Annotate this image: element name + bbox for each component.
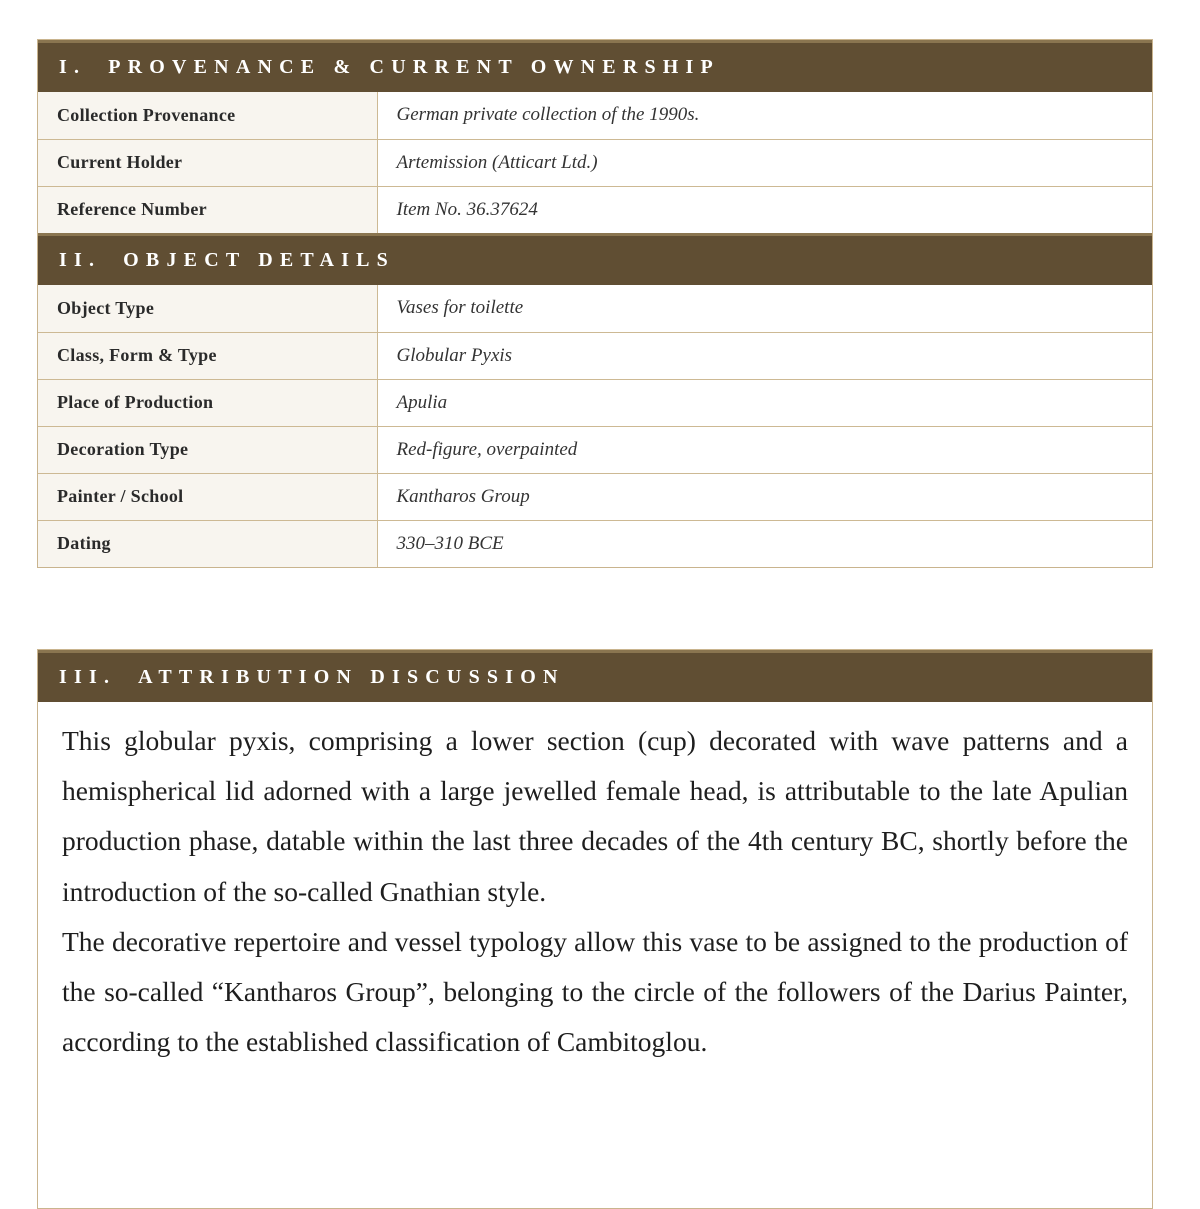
section-header-object-details	[38, 233, 1152, 285]
section-header-attribution	[38, 650, 1152, 702]
object-details-table	[38, 285, 1152, 567]
row-label: Painter / School	[38, 473, 377, 520]
row-value: Globular Pyxis	[377, 332, 1152, 379]
table-row	[38, 186, 1152, 233]
row-value: Artemission (Atticart Ltd.)	[377, 139, 1152, 186]
row-label: Place of Production	[38, 379, 377, 426]
section-title: ATTRIBUTION DISCUSSION	[138, 666, 565, 688]
section-number: II.	[59, 249, 102, 271]
table-row	[38, 426, 1152, 473]
table-row	[38, 379, 1152, 426]
section-header-provenance	[38, 40, 1152, 92]
row-value: Vases for toilette	[377, 285, 1152, 332]
row-label: Current Holder	[38, 139, 377, 186]
paragraph: This globular pyxis, comprising a lower section (cup) decorated with wave patterns and a hemispherical lid adorned with a large jewelled female head, is attributable to the late Apulian production phase, datable within the last three decades of the 4th century BC, shortly before the introduction of the so-called Gnathian style.	[62, 725, 1128, 907]
table-row	[38, 139, 1152, 186]
provenance-table	[38, 92, 1152, 233]
table-row	[38, 285, 1152, 332]
table-row	[38, 520, 1152, 567]
details-card	[37, 39, 1153, 568]
row-value: Apulia	[377, 379, 1152, 426]
row-value: Item No. 36.37624	[396, 198, 538, 220]
row-label: Reference Number	[38, 186, 377, 233]
row-value: German private collection of the 1990s.	[377, 92, 1152, 139]
section-title: PROVENANCE & CURRENT OWNERSHIP	[108, 56, 720, 78]
row-value: 330–310 BCE	[396, 532, 504, 554]
section-title: OBJECT DETAILS	[123, 249, 395, 271]
table-row	[38, 332, 1152, 379]
row-value: Kantharos Group	[377, 473, 1152, 520]
attribution-card	[37, 649, 1153, 1209]
paragraph: The decorative repertoire and vessel typology allow this vase to be assigned to the production of the so-called “Kantharos Group”, belonging to the circle of the followers of the Darius Painter, according to the established classification of Cambitoglou.	[62, 925, 1128, 1058]
row-label: Decoration Type	[38, 426, 377, 473]
row-value: Red-figure, overpainted	[377, 426, 1152, 473]
section-number: I.	[59, 56, 87, 78]
table-row	[38, 92, 1152, 139]
row-label: Collection Provenance	[38, 92, 377, 139]
attribution-text	[38, 702, 1152, 1067]
section-number: III.	[59, 666, 117, 688]
table-row	[38, 473, 1152, 520]
row-label: Object Type	[38, 285, 377, 332]
row-label: Class, Form & Type	[38, 332, 377, 379]
row-label: Dating	[38, 520, 377, 567]
